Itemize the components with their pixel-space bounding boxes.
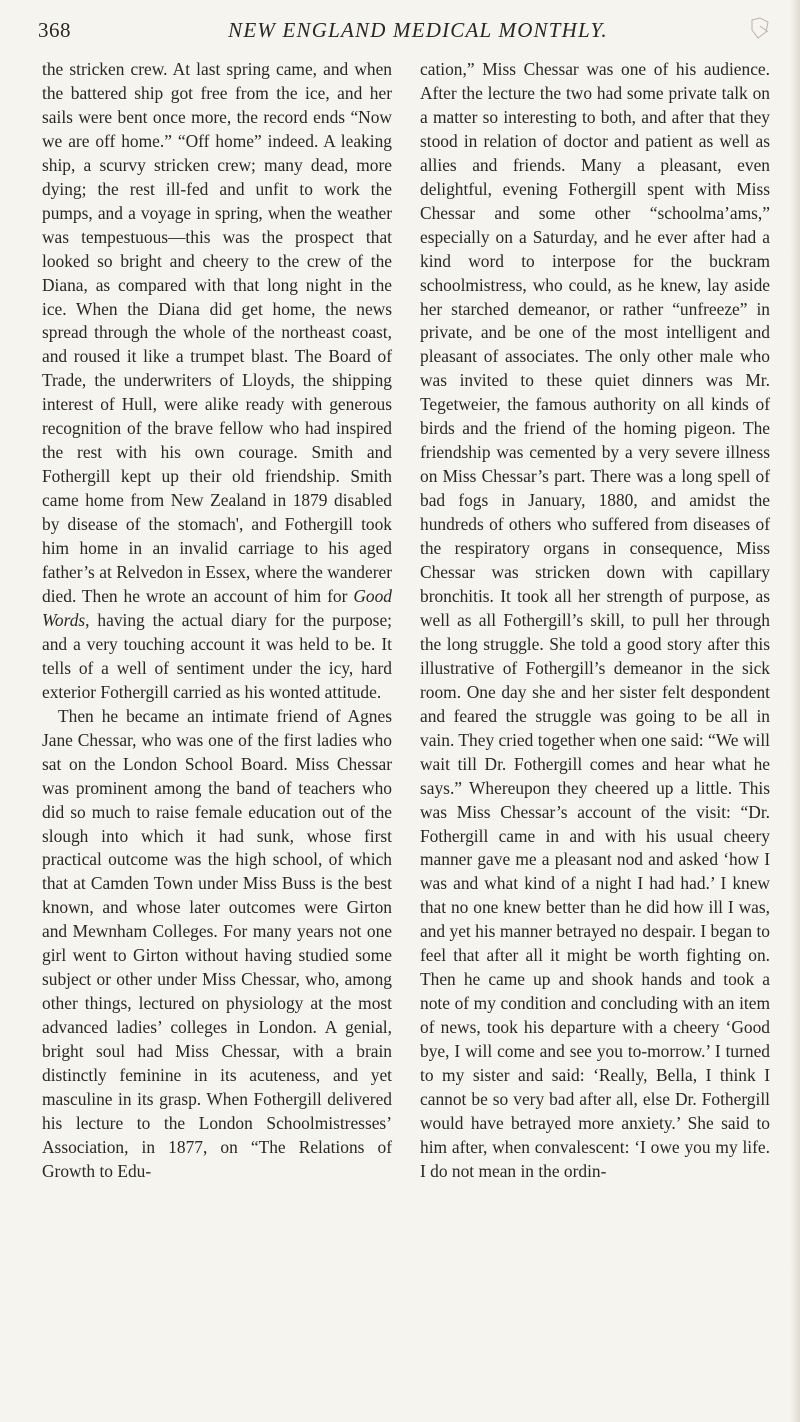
publication-title: Good Words <box>42 585 392 630</box>
left-column <box>42 58 392 1184</box>
page-header <box>38 14 778 50</box>
right-column <box>420 58 770 1184</box>
page-corner-mark-icon <box>746 16 774 42</box>
page-number: 368 <box>38 18 71 42</box>
paragraph: cation,” Miss Chessar was one of his audience. After the lecture the two had some private talk on a matter so interesting to both, and after that they stood in relation of doctor and patient as well as allies and friends. Many a pleasant, even delightful, evening Fothergill spent with Miss Chessar and some other “schoolma’ams,” especially on a Saturday, and he ever after had a kind word to interpose for the buckram schoolmistress, who could, as he knew, lay aside her starched demeanor, or rather “unfreeze” in private, and be one of the most intelligent and pleasant of associates. The only other male who was invited to these quiet dinners was Mr. Tegetweier, the famous authority on all kinds of birds and the friend of the homing pigeon. The friendship was cemented by a very severe illness on Miss Chessar’s part. There was a long spell of bad fogs in January, 1880, and amidst the hundreds of others who suffered from diseases of the respiratory organs in consequence, Miss Chessar was stricken down with capillary bronchitis. It took all her strength of purpose, as well as all Fothergill’s skill, to pull her through the long struggle. She told a good story after this illustrative of Fothergill’s demeanor in the sick room. One day she and her sister felt despondent and feared the struggle was going to be all in vain. They cried together when one said: “We will wait till Dr. Fothergill comes and hear what he says.” Whereupon they cheered up a little. This was Miss Chessar’s account of the visit: “Dr. Fothergill came in and with his usual cheery manner gave me a pleasant nod and asked ‘how I was and what kind of a night I had had.’ I knew that no one knew better than he did how ill I was, and yet his manner betrayed no despair. I began to feel that after all it might be worth fighting on. Then he came up and shook hands and took a note of my condition and concluding with an item of news, took his departure with a cheery ‘Good bye, I will come and see you to-morrow.’ I turned to my sister and said: ‘Really, Bella, I think I cannot be so very bad after all, else Dr. Fothergill would have betrayed more anxiety.’ She said to him after, when convalescent: ‘I owe you my life. I do not mean in the ordin- <box>420 59 770 1181</box>
paragraph: the stricken crew. At last spring came, and when the battered ship got free from the ice, and her sails were bent once more, the record ends “Now we are off home.” “Off home” indeed. A leaking ship, a scurvy stricken crew; many dead, more dying; the rest ill-fed and unfit to work the pumps, and a voyage in spring, when the weather was tempestuous—this was the prospect that looked so bright and cheery to the crew of the Diana, as compared with that long night in the ice. When the Diana did get home, the news spread through the whole of the northeast coast, and roused it like a trumpet blast. The Board of Trade, the underwriters of Lloyds, the shipping interest of Hull, were alike ready with generous recognition of the brave fellow who had inspired the rest with his own courage. Smith and Fothergill kept up their old friendship. Smith came home from New Zealand in 1879 disabled by disease of the stomach', and Fothergill took him home in an invalid carriage to his aged father’s at Relvedon in Essex, where the wanderer died. Then he wrote an account of him for Good Words, having the actual diary for the purpose; and a very touching account it was held to be. It tells of a well of sentiment under the icy, hard exterior Fothergill carried as his wonted attitude. <box>42 59 392 702</box>
page-edge-shadow <box>790 0 800 1422</box>
paragraph: Then he became an intimate friend of Agnes Jane Chessar, who was one of the first ladies who sat on the London School Board. Miss Chessar was prominent among the band of teachers who did so much to raise female education out of the slough into which it had sunk, whose first practical outcome was the high school, of which that at Camden Town under Miss Buss is the best known, and whose later outcomes were Girton and Mewnham Colleges. For many years not one girl went to Girton without having studied some subject or other under Miss Chessar, who, among other things, lectured on physiology at the most advanced ladies’ colleges in London. A genial, bright soul had Miss Chessar, with a brain distinctly feminine in its acuteness, and yet masculine in its grasp. When Fothergill delivered his lecture to the London Schoolmistresses’ Association, in 1877, on “The Relations of Growth to Edu- <box>42 705 392 1181</box>
running-head: NEW ENGLAND MEDICAL MONTHLY. <box>228 18 608 42</box>
